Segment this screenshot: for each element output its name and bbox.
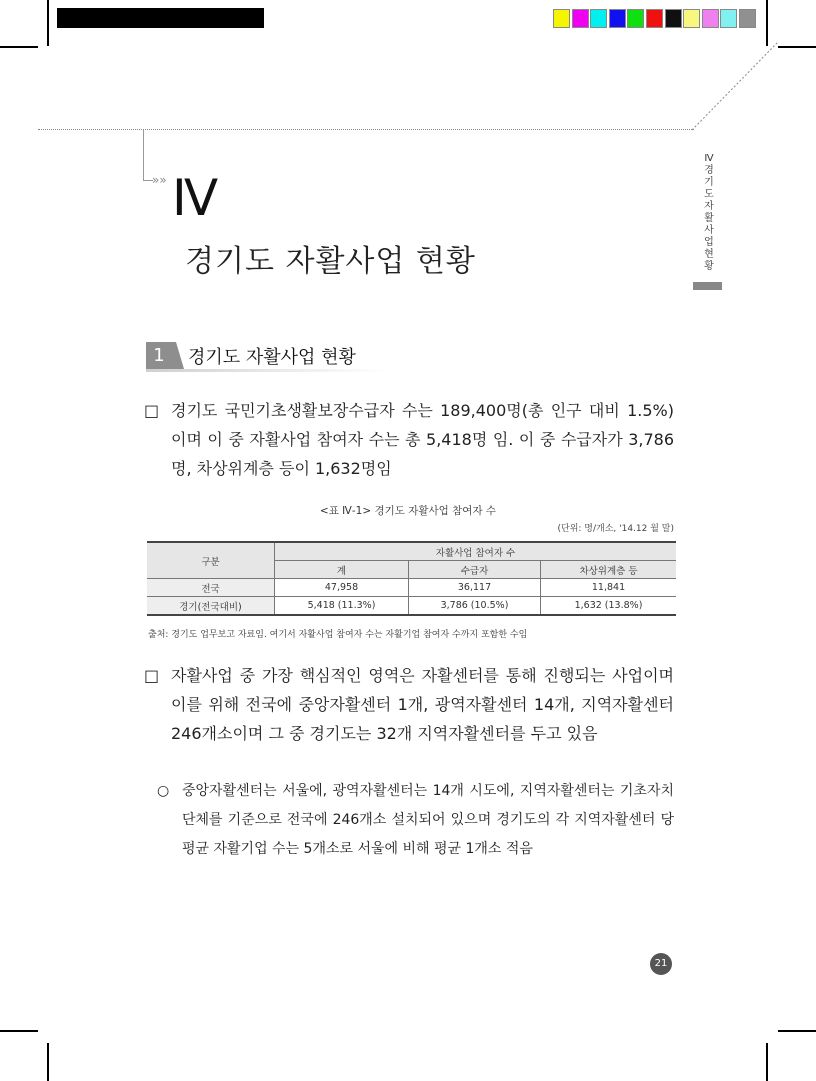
- table-cell: 36,117: [409, 579, 541, 597]
- section-slant: [172, 342, 184, 369]
- color-swatch: [720, 9, 737, 28]
- color-swatch: [572, 9, 589, 28]
- circle-bullet-icon: ○: [157, 783, 170, 799]
- section-title: 경기도 자활사업 현황: [188, 347, 356, 368]
- color-swatch: [739, 9, 756, 28]
- paragraph: [144, 661, 674, 748]
- table-header: 차상위계층 등: [541, 561, 677, 579]
- paragraph: [157, 777, 674, 864]
- crop-mark: [47, 0, 49, 46]
- table-header: 자활사업 참여자 수: [275, 542, 677, 561]
- color-swatch: [702, 9, 719, 28]
- table-cell: 3,786 (10.5%): [409, 597, 541, 616]
- paragraph-text: 경기도 국민기초생활보장수급자 수는 189,400명(총 인구 대비 1.5%)이며 이 중 자활사업 참여자 수는 총 5,418명 임. 이 중 수급자가 3,786명, 차상위계층 등이 1,632명임: [171, 401, 674, 478]
- color-swatch: [553, 9, 570, 28]
- paragraph-text: 자활사업 중 가장 핵심적인 영역은 자활센터를 통해 진행되는 사업이며 이를 위해 전국에 중앙자활센터 1개, 광역자활센터 14개, 지역자활센터 246개소이며 그 중 경기도는 32개 지역자활센터를 두고 있음: [171, 666, 674, 743]
- crop-mark: [47, 1043, 49, 1081]
- table-cell: 11,841: [541, 579, 677, 597]
- table-cell: 전국: [147, 579, 275, 597]
- table-header: 수급자: [409, 561, 541, 579]
- chapter-bracket: [143, 130, 144, 180]
- crop-mark: [778, 46, 816, 48]
- table-cell: 47,958: [275, 579, 409, 597]
- square-bullet-icon: □: [144, 401, 160, 420]
- table-cell: 경기(전국대비): [147, 597, 275, 616]
- table-cell: 1,632 (13.8%): [541, 597, 677, 616]
- paragraph: [144, 396, 674, 483]
- table-row: [147, 597, 676, 616]
- header-bar: [57, 8, 264, 28]
- section-underline: [146, 369, 386, 372]
- color-swatch: [627, 9, 644, 28]
- section-number: 1: [146, 342, 172, 369]
- crop-mark: [778, 1030, 816, 1032]
- color-swatch: [646, 9, 663, 28]
- color-swatch: [590, 9, 607, 28]
- table-caption: <표 Ⅳ-1> 경기도 자활사업 참여자 수: [319, 505, 497, 517]
- table-unit: (단위: 명/개소, '14.12 월 말): [557, 524, 674, 534]
- double-chevron-icon: »»: [152, 173, 167, 187]
- dotted-line: [38, 129, 694, 130]
- chapter-number: Ⅳ: [172, 169, 219, 227]
- color-swatch: [683, 9, 700, 28]
- crop-mark: [766, 1043, 768, 1081]
- side-tab-bar: [693, 282, 722, 290]
- crop-mark: [0, 1030, 38, 1032]
- table-header: 구분: [147, 542, 275, 579]
- diagonal-dotted-line: [690, 40, 780, 132]
- side-label: Ⅳ 경기도 자활사업 현황: [704, 153, 714, 272]
- page-number: 21: [650, 953, 672, 975]
- color-swatch: [609, 9, 626, 28]
- table-source: 출처: 경기도 업무보고 자료임. 여기서 자활사업 참여자 수는 자활기업 참여자 수까지 포함한 수임: [148, 630, 528, 640]
- paragraph-text: 중앙자활센터는 서울에, 광역자활센터는 14개 시도에, 지역자활센터는 기초자치단체를 기준으로 전국에 246개소 설치되어 있으며 경기도의 각 지역자활센터 당 평균 자활기업 수는 5개소로 서울에 비해 평균 1개소 적음: [182, 783, 674, 857]
- color-swatch: [665, 9, 682, 28]
- data-table: [147, 541, 676, 616]
- table-cell: 5,418 (11.3%): [275, 597, 409, 616]
- table-header: 계: [275, 561, 409, 579]
- chapter-title: 경기도 자활사업 현황: [185, 244, 476, 279]
- crop-mark: [0, 46, 38, 48]
- square-bullet-icon: □: [144, 666, 160, 685]
- table-row: [147, 579, 676, 597]
